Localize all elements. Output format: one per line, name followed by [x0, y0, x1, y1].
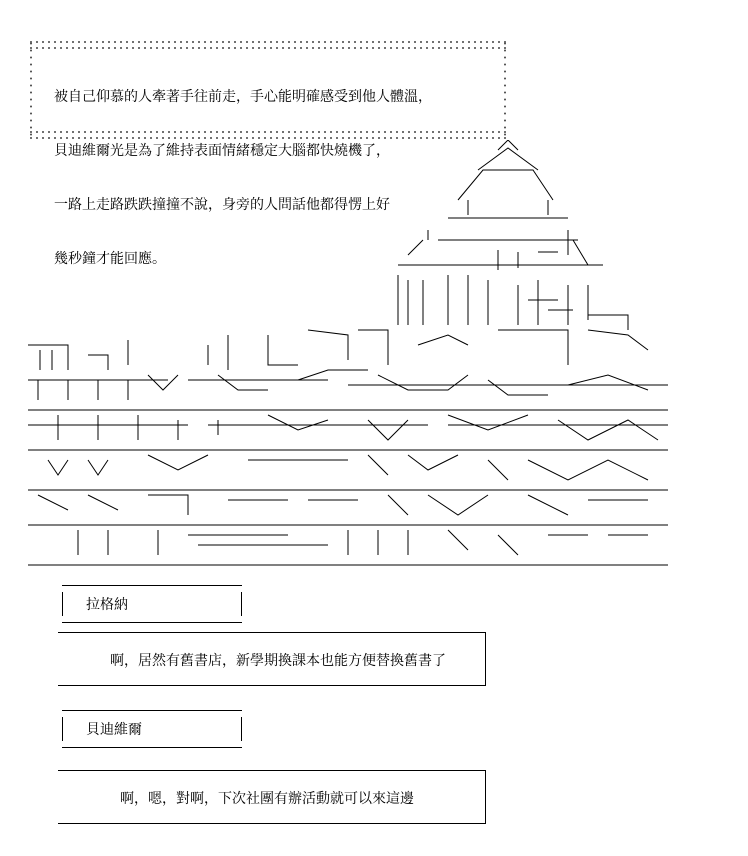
city-scene-illustration	[28, 140, 668, 580]
speech-text: 啊，居然有舊書店，新學期換課本也能方便替換舊書了	[110, 653, 446, 669]
lower-street-level	[28, 450, 668, 565]
narration-line: 幾秒鐘才能回應。	[54, 251, 166, 267]
speech-text: 啊，嗯，對啊，下次社團有辦活動就可以來這邊	[120, 791, 414, 807]
narration-box	[28, 40, 508, 267]
narration-border-left	[28, 40, 34, 140]
narration-line: 貝迪維爾光是為了維持表面情緒穩定大腦都快燒機了，	[54, 143, 390, 159]
narration-border-top-2	[28, 46, 508, 50]
narration-line: 被自己仰慕的人牽著手往前走，手心能明確感受到他人體溫，	[54, 89, 432, 105]
speaker-name: 拉格納	[86, 597, 128, 613]
speaker-name-box	[62, 585, 242, 623]
narration-border-top	[28, 40, 508, 44]
middle-street-band	[28, 370, 668, 440]
narration-line: 一路上走路跌跌撞撞不說，身旁的人問話他都得愣上好	[54, 197, 390, 213]
speech-bubble	[58, 770, 486, 824]
narration-border-right	[502, 40, 508, 140]
speaker-name: 貝迪維爾	[86, 722, 142, 738]
tower-building	[398, 140, 628, 330]
left-buildings	[28, 330, 648, 370]
speech-bubble	[58, 632, 486, 686]
speaker-name-box	[62, 710, 242, 748]
